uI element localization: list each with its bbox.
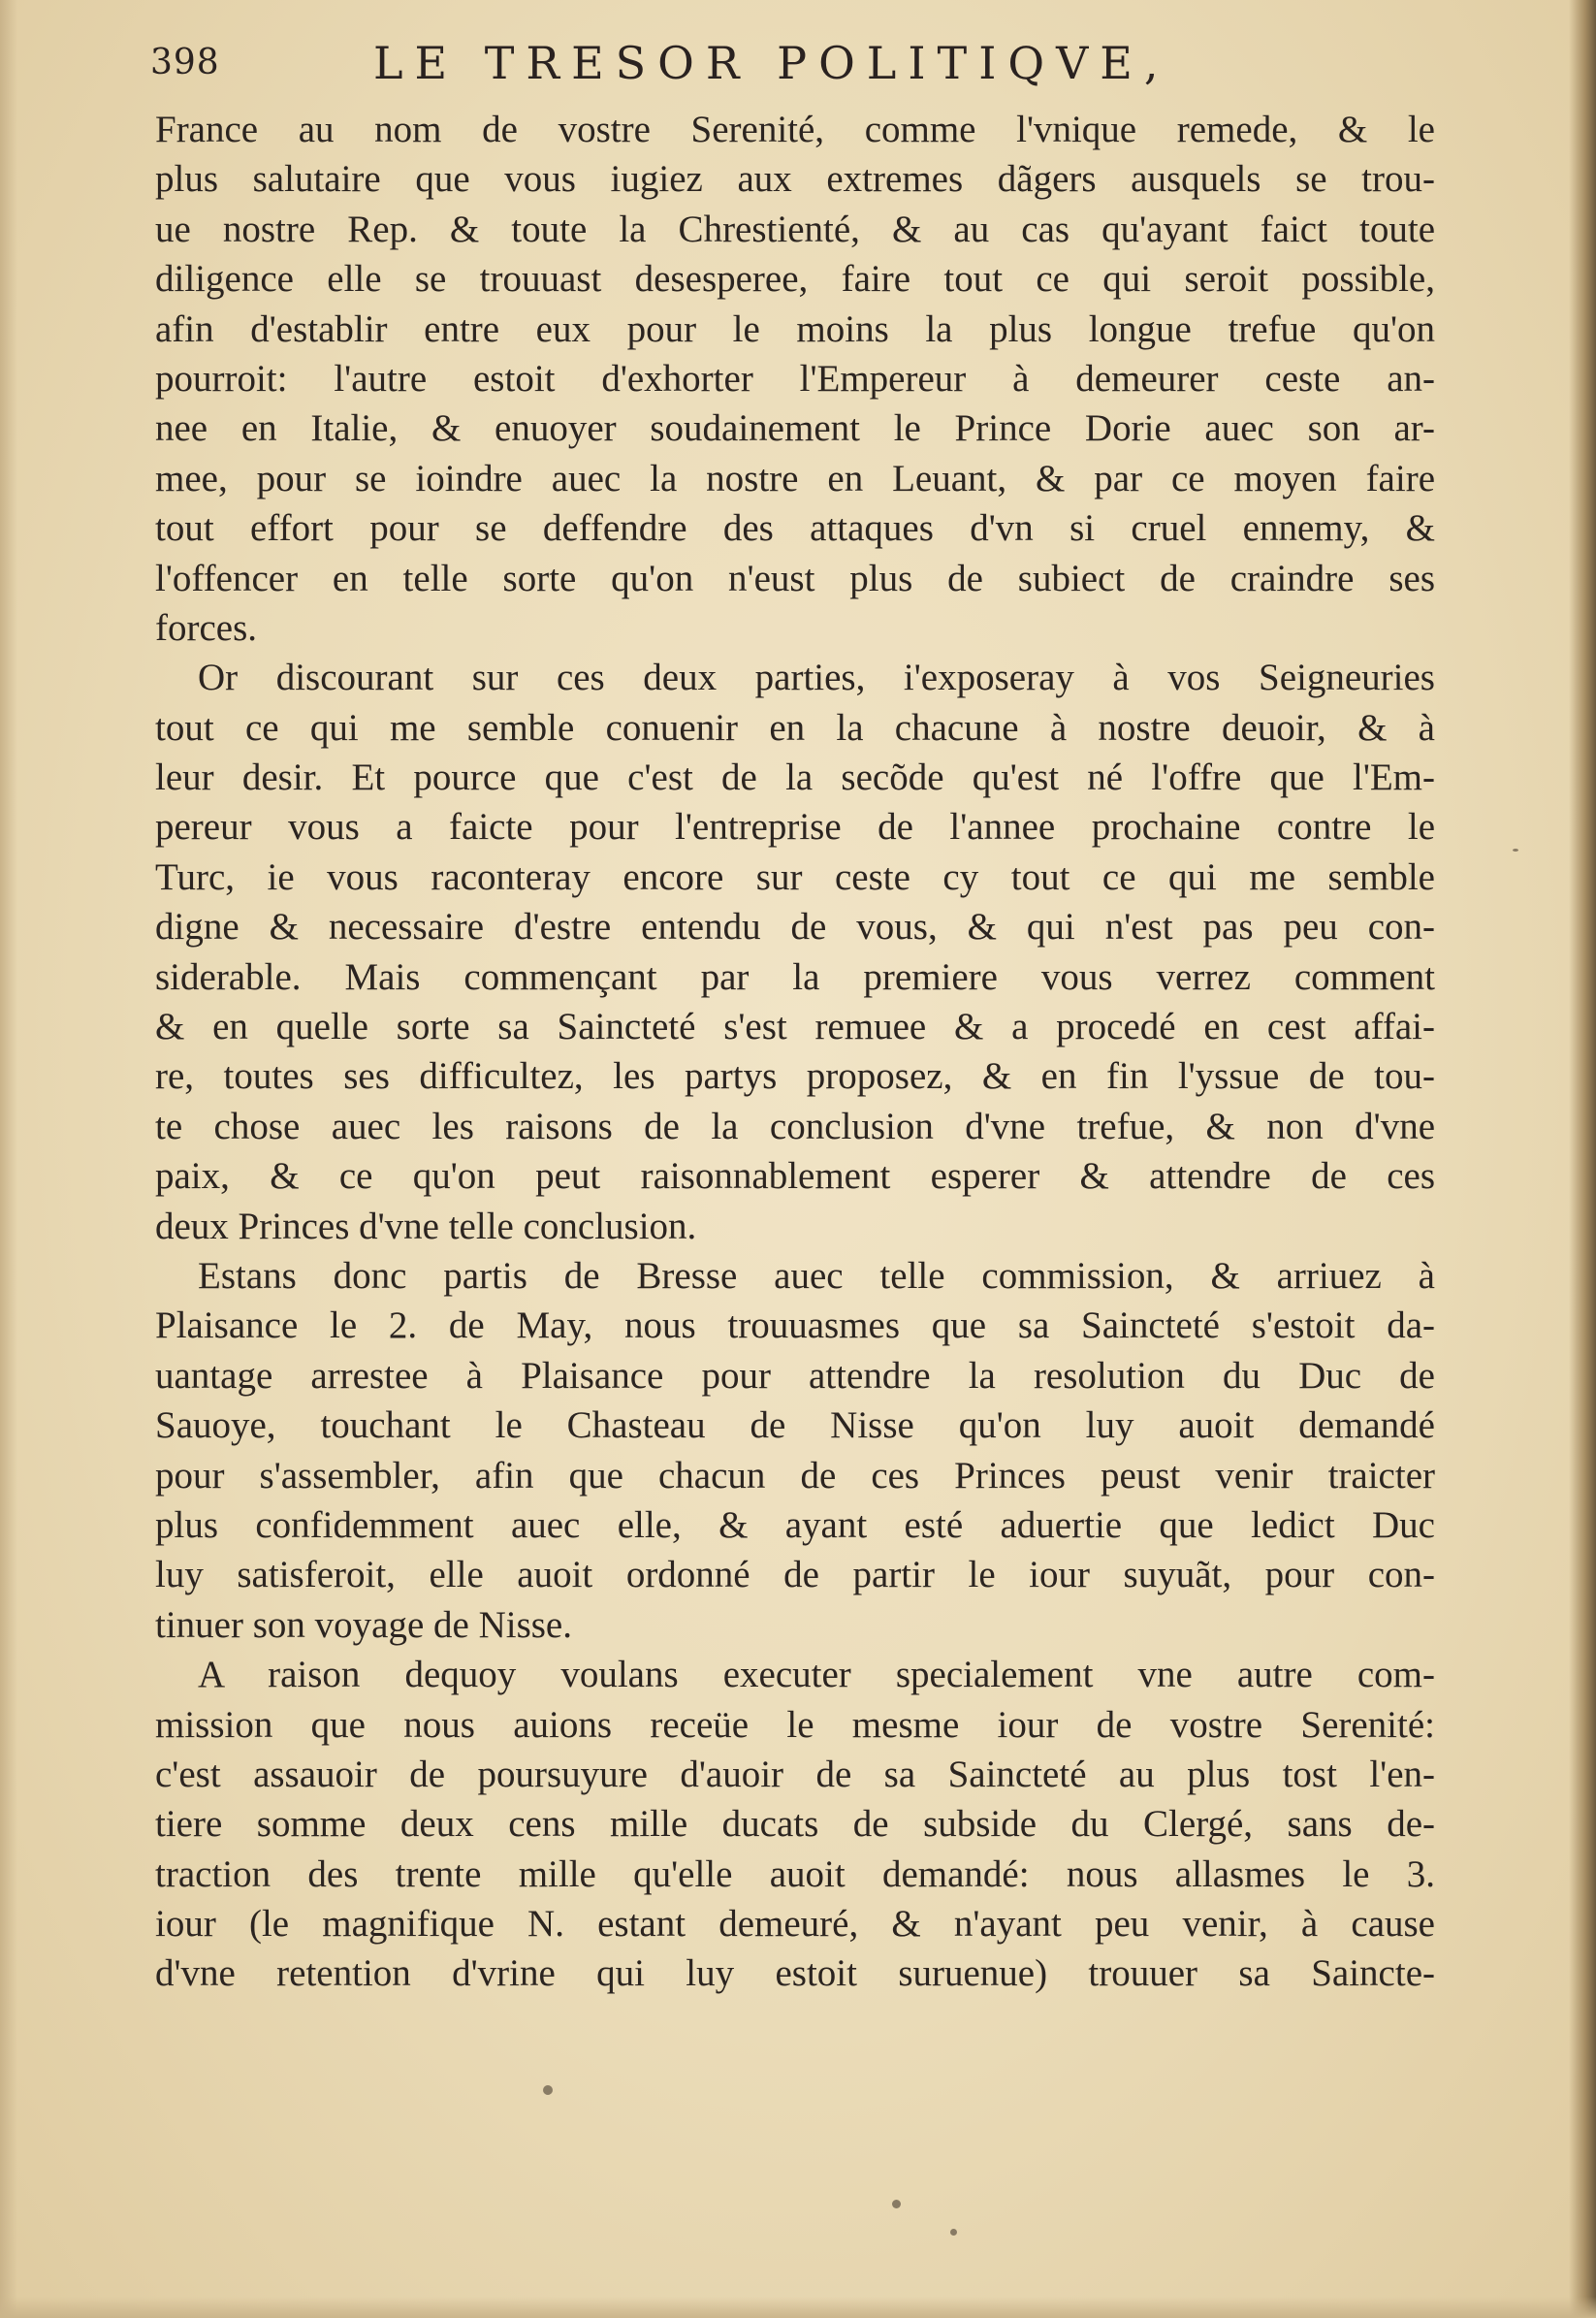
text-line: uantage arrestee à Plaisance pour attendre la resolution du Duc de <box>155 1354 1435 1397</box>
text-line: d'vne retention d'vrine qui luy estoit suruenue) trouuer sa Saincte- <box>155 1952 1435 1995</box>
running-title: LE TRESOR POLITIQVE, <box>373 37 1170 89</box>
text-line: siderable. Mais commençant par la premiere vous verrez comment <box>155 955 1435 998</box>
text-line: tout ce qui me semble conuenir en la chacune à nostre deuoir, & à <box>155 706 1435 749</box>
text-line: digne & necessaire d'estre entendu de vous, & qui n'est pas peu con- <box>155 906 1435 949</box>
text-line: pour s'assembler, afin que chacun de ces Princes peust venir traicter <box>155 1454 1435 1497</box>
ink-speck <box>892 2200 901 2208</box>
text-line: luy satisferoit, elle auoit ordonné de partir le iour suyuãt, pour con- <box>155 1554 1435 1596</box>
ink-speck <box>1513 849 1518 852</box>
text-line: diligence elle se trouuast desesperee, faire tout ce qui seroit possible, <box>155 258 1435 301</box>
paragraph-end-line: tinuer son voyage de Nisse. <box>155 1603 572 1646</box>
paragraph-first-line: A raison dequoy voulans executer specialement vne autre com- <box>198 1654 1435 1696</box>
page-bottom-edge <box>0 2297 1596 2318</box>
text-line: c'est assauoir de poursuyure d'auoir de sa Saincteté au plus tost l'en- <box>155 1753 1435 1795</box>
page-header <box>150 37 1246 95</box>
text-line: ue nostre Rep. & toute la Chrestienté, & au cas qu'ayant faict toute <box>155 208 1435 250</box>
paragraph-end-line: forces. <box>155 606 258 649</box>
text-line: afin d'establir entre eux pour le moins la plus longue trefue qu'on <box>155 307 1435 350</box>
page-number: 398 <box>150 43 220 82</box>
text-line: & en quelle sorte sa Saincteté s'est remuee & a procedé en cest affai- <box>155 1006 1435 1048</box>
text-line: leur desir. Et pource que c'est de la secõde qu'est né l'offre que l'Em- <box>155 757 1435 799</box>
text-line: paix, & ce qu'on peut raisonnablement esperer & attendre de ces <box>155 1155 1435 1198</box>
text-line: plus confidemment auec elle, & ayant esté aduertie que ledict Duc <box>155 1503 1435 1546</box>
paragraph-first-line: Estans donc partis de Bresse auec telle commission, & arriuez à <box>198 1254 1435 1297</box>
text-line: Plaisance le 2. de May, nous trouuasmes que sa Saincteté s'estoit da- <box>155 1304 1435 1347</box>
text-line: nee en Italie, & enuoyer soudainement le Prince Dorie auec son ar- <box>155 407 1435 450</box>
ink-speck <box>950 2229 957 2236</box>
text-line: iour (le magnifique N. estant demeuré, & n'ayant peu venir, à cause <box>155 1903 1435 1946</box>
text-line: tiere somme deux cens mille ducats de subside du Clergé, sans de- <box>155 1803 1435 1846</box>
text-line: tout effort pour se deffendre des attaques d'vn si cruel ennemy, & <box>155 507 1435 550</box>
body-text <box>155 105 1435 1999</box>
text-line: Turc, ie vous raconteray encore sur ceste cy tout ce qui me semble <box>155 855 1435 898</box>
page-left-edge <box>0 0 17 2318</box>
text-line: l'offencer en telle sorte qu'on n'eust plus de subiect de craindre ses <box>155 557 1435 599</box>
text-line: plus salutaire que vous iugiez aux extremes dãgers ausquels se trou- <box>155 158 1435 201</box>
text-line: te chose auec les raisons de la conclusion d'vne trefue, & non d'vne <box>155 1105 1435 1147</box>
paragraph-first-line: Or discourant sur ces deux parties, i'exposeray à vos Seigneuries <box>198 657 1435 699</box>
ink-speck <box>543 2085 553 2095</box>
paragraph-end-line: deux Princes d'vne telle conclusion. <box>155 1205 697 1247</box>
text-line: mission que nous auions receüe le mesme iour de vostre Serenité: <box>155 1703 1435 1746</box>
page-gutter-shadow <box>1569 0 1596 2318</box>
text-line: pereur vous a faicte pour l'entreprise de l'annee prochaine contre le <box>155 806 1435 849</box>
text-line: pourroit: l'autre estoit d'exhorter l'Empereur à demeurer ceste an- <box>155 357 1435 400</box>
text-line: re, toutes ses difficultez, les partys proposez, & en fin l'yssue de tou- <box>155 1055 1435 1098</box>
text-line: mee, pour se ioindre auec la nostre en Leuant, & par ce moyen faire <box>155 457 1435 499</box>
text-line: France au nom de vostre Serenité, comme l'vnique remede, & le <box>155 109 1435 150</box>
text-line: Sauoye, touchant le Chasteau de Nisse qu'on luy auoit demandé <box>155 1404 1435 1447</box>
text-line: traction des trente mille qu'elle auoit demandé: nous allasmes le 3. <box>155 1852 1435 1895</box>
